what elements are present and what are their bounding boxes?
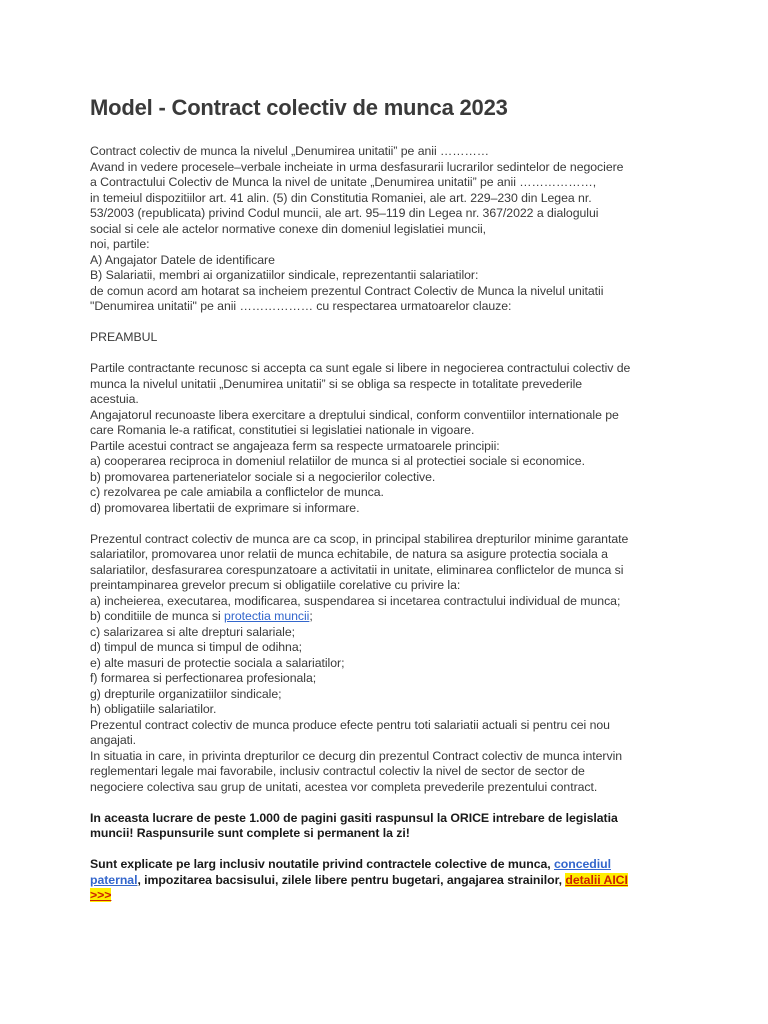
promo-details-paragraph: [90, 857, 690, 904]
scope-line: f) formarea si perfectionarea profesionala;: [90, 671, 317, 685]
preamble-line: Partile contractante recunosc si accepta ca sunt egale si libere in negocierea contractului colectiv de: [90, 361, 631, 375]
preamble-heading-block: [90, 330, 690, 346]
intro-line: a Contractului Colectiv de Munca la nivel de unitate „Denumirea unitatii” pe anii ………………,: [90, 175, 597, 189]
scope-line: reglementari legale mai favorabile, inclusiv contractul colectiv la nivel de sector de sector de: [90, 764, 585, 778]
scope-item-b: [90, 609, 690, 625]
scope-line: Prezentul contract colectiv de munca produce efecte pentru toti salariatii actuali si pentru cei nou: [90, 717, 610, 732]
scope-item-b-prefix: b) conditiile de munca si: [90, 609, 225, 623]
scope-line: salariatilor, desfasurarea corespunzatoare a activitatii in unitate, eliminarea conflictelor de munca si: [90, 562, 624, 577]
detalii-aici-link[interactable]: detalii AICI: [565, 872, 628, 887]
scope-line: In situatia in care, in privinta drepturilor ce decurg din prezentul Contract colectiv de munca intervin: [90, 748, 623, 763]
preamble-line: a) cooperarea reciproca in domeniul relatiilor de munca si al protectiei sociale si economice.: [90, 454, 585, 468]
preamble-line: acestuia.: [90, 392, 139, 406]
preamble-line: c) rezolvarea pe cale amiabila a conflictelor de munca.: [90, 485, 384, 499]
scope-line: negociere colectiva sau grup de unitati, acestea vor completa prevederile prezentului contract.: [90, 779, 598, 794]
scope-line: a) incheierea, executarea, modificarea, suspendarea si incetarea contractului individual de munca;: [90, 593, 621, 608]
scope-line: d) timpul de munca si timpul de odihna;: [90, 640, 302, 654]
concediul-paternal-link[interactable]: concediul: [554, 857, 611, 871]
intro-paragraph: [90, 144, 690, 315]
scope-line: h) obligatiile salariatilor.: [90, 702, 217, 716]
scope-line: c) salarizarea si alte drepturi salariale;: [90, 624, 295, 639]
intro-line: 53/2003 (republicata) privind Codul muncii, ale art. 95–119 din Legea nr. 367/2022 a dialogului: [90, 206, 599, 220]
intro-line: B) Salariatii, membri ai organizatiilor sindicale, reprezentantii salariatilor:: [90, 268, 479, 282]
detalii-aici-arrow-link[interactable]: >>>: [90, 888, 112, 902]
preamble-line: d) promovarea libertatii de exprimare si informare.: [90, 500, 360, 515]
concediul-paternal-link-continued[interactable]: paternal: [90, 872, 138, 887]
promo-line: muncii! Raspunsurile sunt complete si permanent la zi!: [90, 826, 410, 840]
promo-details-text: Sunt explicate pe larg inclusiv noutatile privind contractele colective de munca,: [90, 857, 554, 871]
intro-line: in temeiul dispozitiilor art. 41 alin. (5) din Constitutia Romaniei, ale art. 229–230 din Legea nr.: [90, 190, 592, 205]
intro-line: noi, partile:: [90, 237, 150, 251]
scope-line: e) alte masuri de protectie sociala a salariatilor;: [90, 655, 345, 670]
promo-details-line: [90, 888, 690, 904]
promo-paragraph: [90, 811, 690, 842]
intro-line: Avand in vedere procesele–verbale incheiate in urma desfasurarii lucrarilor sedintelor de negociere: [90, 159, 624, 174]
intro-line: de comun acord am hotarat sa incheiem prezentul Contract Colectiv de Munca la nivelul unitatii: [90, 283, 604, 298]
scope-line: salariatilor, promovarea unor relatii de munca echitabile, de natura sa asigure protectia sociala a: [90, 547, 608, 561]
preamble-line: munca la nivelul unitatii „Denumirea unitatii” si se obliga sa respecte in totalitate prevederile: [90, 376, 583, 391]
scope-line: angajati.: [90, 733, 137, 747]
preamble-heading: PREAMBUL: [90, 330, 158, 344]
scope-line: preintampinarea grevelor precum si obligatiile corelative cu privire la:: [90, 578, 461, 592]
intro-line: Contract colectiv de munca la nivelul „Denumirea unitatii” pe anii …………: [90, 144, 489, 158]
document-page: [90, 94, 690, 904]
scope-line: Prezentul contract colectiv de munca are ca scop, in principal stabilirea drepturilor minime garantate: [90, 531, 629, 546]
scope-line: g) drepturile organizatiilor sindicale;: [90, 686, 282, 701]
scope-paragraph: [90, 532, 690, 796]
page-title: Model - Contract colectiv de munca 2023: [90, 95, 508, 120]
scope-item-b-suffix: ;: [309, 609, 313, 623]
protectia-muncii-link[interactable]: protectia muncii: [224, 609, 310, 623]
promo-details-line: [90, 857, 690, 873]
preamble-line: care Romania le-a ratificat, constitutiei si legislatiei nationale in vigoare.: [90, 423, 475, 437]
intro-line: A) Angajator Datele de identificare: [90, 252, 275, 267]
promo-line: In aceasta lucrare de peste 1.000 de pagini gasiti raspunsul la ORICE intrebare de legislatia: [90, 810, 618, 825]
promo-details-line: [90, 873, 690, 889]
intro-line: "Denumirea unitatii" pe anii ……………… cu respectarea urmatoarelor clauze:: [90, 299, 512, 313]
preamble-line: Angajatorul recunoaste libera exercitare a dreptului sindical, conform conventiilor internationale pe: [90, 407, 619, 422]
preamble-line: Partile acestui contract se angajeaza ferm sa respecte urmatoarele principii:: [90, 438, 500, 453]
promo-details-text: , impozitarea bacsisului, zilele libere pentru bugetari, angajarea strainilor,: [137, 872, 566, 887]
intro-line: social si cele ale actelor normative conexe din domeniul legislatiei muncii,: [90, 221, 487, 236]
preamble-paragraph: [90, 361, 690, 516]
preamble-line: b) promovarea parteneriatelor sociale si a negocierilor colective.: [90, 469, 436, 484]
